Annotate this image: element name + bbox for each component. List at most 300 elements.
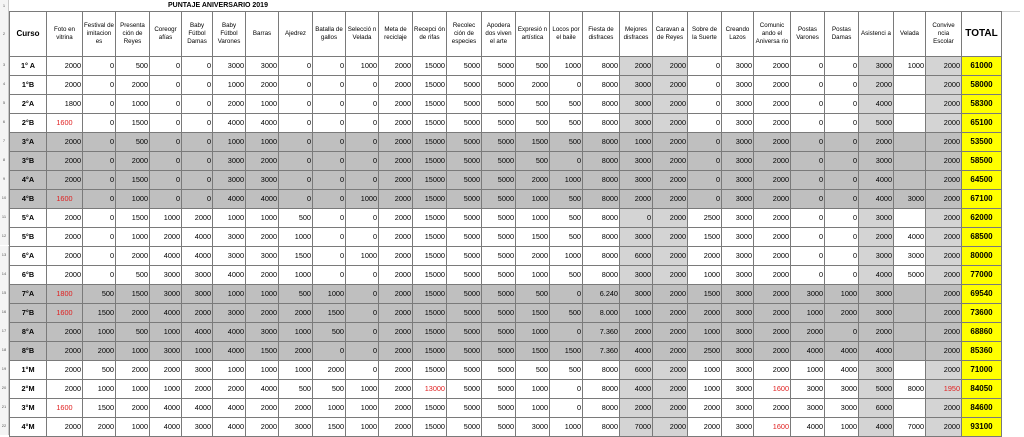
score-cell[interactable]: 8000 bbox=[583, 380, 620, 399]
score-cell[interactable]: 1000 bbox=[213, 133, 246, 152]
score-cell[interactable]: 2000 bbox=[379, 171, 413, 190]
score-cell[interactable]: 2000 bbox=[379, 247, 413, 266]
score-cell[interactable]: 2000 bbox=[516, 76, 550, 95]
score-cell[interactable]: 2000 bbox=[754, 190, 791, 209]
score-cell[interactable]: 0 bbox=[346, 209, 379, 228]
score-cell[interactable]: 3000 bbox=[791, 380, 825, 399]
row-number[interactable]: 14 bbox=[0, 264, 9, 283]
score-cell[interactable]: 0 bbox=[688, 133, 722, 152]
score-cell[interactable]: 0 bbox=[791, 209, 825, 228]
score-cell[interactable]: 3000 bbox=[825, 380, 859, 399]
score-cell[interactable]: 1000 bbox=[688, 361, 722, 380]
score-cell[interactable]: 3000 bbox=[620, 266, 653, 285]
score-cell[interactable]: 4000 bbox=[859, 95, 894, 114]
column-header[interactable]: Baby Fútbol Varones bbox=[213, 12, 246, 57]
score-cell[interactable]: 3000 bbox=[213, 247, 246, 266]
column-header[interactable]: Expresió n artística bbox=[516, 12, 550, 57]
score-cell[interactable]: 3000 bbox=[722, 323, 754, 342]
score-cell[interactable]: 1000 bbox=[116, 380, 150, 399]
row-number[interactable]: 22 bbox=[0, 416, 9, 435]
score-cell[interactable]: 2000 bbox=[620, 399, 653, 418]
score-cell[interactable]: 5000 bbox=[447, 266, 482, 285]
score-cell[interactable]: 3000 bbox=[722, 114, 754, 133]
total-cell[interactable]: 80000 bbox=[962, 247, 1002, 266]
score-cell[interactable]: 5000 bbox=[482, 361, 516, 380]
score-cell[interactable]: 4000 bbox=[859, 266, 894, 285]
score-cell[interactable]: 1000 bbox=[279, 323, 313, 342]
score-cell[interactable]: 3000 bbox=[859, 304, 894, 323]
score-cell[interactable]: 2000 bbox=[47, 323, 83, 342]
score-cell[interactable]: 0 bbox=[825, 266, 859, 285]
score-cell[interactable]: 0 bbox=[550, 323, 583, 342]
score-cell[interactable]: 1000 bbox=[116, 342, 150, 361]
score-cell[interactable]: 1000 bbox=[213, 361, 246, 380]
score-cell[interactable]: 1000 bbox=[246, 95, 279, 114]
score-cell[interactable]: 2000 bbox=[182, 380, 213, 399]
score-cell[interactable]: 1000 bbox=[346, 57, 379, 76]
score-cell[interactable]: 0 bbox=[346, 152, 379, 171]
score-cell[interactable]: 4000 bbox=[213, 114, 246, 133]
score-cell[interactable]: 15000 bbox=[413, 152, 447, 171]
score-cell[interactable]: 2000 bbox=[246, 228, 279, 247]
score-cell[interactable]: 15000 bbox=[413, 95, 447, 114]
score-cell[interactable]: 0 bbox=[182, 76, 213, 95]
score-cell[interactable]: 0 bbox=[346, 95, 379, 114]
score-cell[interactable]: 0 bbox=[791, 190, 825, 209]
score-cell[interactable]: 5000 bbox=[482, 152, 516, 171]
score-cell[interactable]: 0 bbox=[791, 266, 825, 285]
score-cell[interactable]: 2000 bbox=[116, 76, 150, 95]
total-cell[interactable]: 77000 bbox=[962, 266, 1002, 285]
score-cell[interactable]: 2000 bbox=[926, 418, 962, 437]
score-cell[interactable]: 0 bbox=[825, 190, 859, 209]
score-cell[interactable]: 1800 bbox=[47, 95, 83, 114]
score-cell[interactable]: 3000 bbox=[722, 418, 754, 437]
score-cell[interactable]: 2000 bbox=[653, 114, 688, 133]
score-cell[interactable]: 3000 bbox=[620, 152, 653, 171]
score-cell[interactable]: 500 bbox=[516, 361, 550, 380]
score-cell[interactable]: 3000 bbox=[722, 285, 754, 304]
course-cell[interactable]: 7°B bbox=[10, 304, 47, 323]
score-cell[interactable]: 500 bbox=[83, 361, 116, 380]
score-cell[interactable]: 5000 bbox=[482, 285, 516, 304]
score-cell[interactable]: 1000 bbox=[550, 418, 583, 437]
score-cell[interactable]: 2000 bbox=[653, 266, 688, 285]
score-cell[interactable]: 3000 bbox=[722, 361, 754, 380]
total-cell[interactable]: 85360 bbox=[962, 342, 1002, 361]
row-number[interactable]: 9 bbox=[0, 170, 9, 189]
score-cell[interactable]: 5000 bbox=[447, 76, 482, 95]
score-cell[interactable]: 2000 bbox=[926, 228, 962, 247]
score-cell[interactable]: 3000 bbox=[182, 285, 213, 304]
score-cell[interactable]: 500 bbox=[550, 209, 583, 228]
score-cell[interactable]: 2000 bbox=[653, 209, 688, 228]
score-cell[interactable]: 0 bbox=[346, 114, 379, 133]
score-cell[interactable]: 5000 bbox=[447, 342, 482, 361]
row-number[interactable]: 12 bbox=[0, 227, 9, 246]
score-cell[interactable] bbox=[894, 399, 926, 418]
score-cell[interactable]: 2000 bbox=[182, 209, 213, 228]
score-cell[interactable]: 1000 bbox=[213, 209, 246, 228]
course-cell[interactable]: 3°B bbox=[10, 152, 47, 171]
score-cell[interactable]: 5000 bbox=[447, 190, 482, 209]
score-cell[interactable]: 0 bbox=[279, 171, 313, 190]
score-cell[interactable]: 5000 bbox=[482, 266, 516, 285]
score-cell[interactable]: 1500 bbox=[116, 171, 150, 190]
score-cell[interactable]: 15000 bbox=[413, 209, 447, 228]
column-header[interactable]: Baby Fútbol Damas bbox=[182, 12, 213, 57]
score-cell[interactable]: 7.360 bbox=[583, 323, 620, 342]
score-cell[interactable]: 0 bbox=[346, 228, 379, 247]
score-cell[interactable]: 5000 bbox=[447, 171, 482, 190]
score-cell[interactable]: 8000 bbox=[583, 266, 620, 285]
score-cell[interactable]: 0 bbox=[313, 133, 346, 152]
score-cell[interactable]: 1000 bbox=[791, 304, 825, 323]
score-cell[interactable]: 8000 bbox=[583, 361, 620, 380]
score-cell[interactable]: 5000 bbox=[447, 361, 482, 380]
score-cell[interactable]: 1000 bbox=[116, 418, 150, 437]
row-number[interactable]: 21 bbox=[0, 397, 9, 416]
score-cell[interactable]: 3000 bbox=[150, 342, 182, 361]
column-header[interactable]: Velada bbox=[894, 12, 926, 57]
score-cell[interactable]: 15000 bbox=[413, 190, 447, 209]
row-number[interactable]: 17 bbox=[0, 321, 9, 340]
score-cell[interactable]: 1000 bbox=[213, 76, 246, 95]
score-cell[interactable]: 1500 bbox=[516, 342, 550, 361]
score-cell[interactable]: 2000 bbox=[182, 304, 213, 323]
score-cell[interactable]: 500 bbox=[279, 285, 313, 304]
score-cell[interactable]: 5000 bbox=[482, 342, 516, 361]
total-cell[interactable]: 64500 bbox=[962, 171, 1002, 190]
score-cell[interactable]: 6.240 bbox=[583, 285, 620, 304]
score-cell[interactable]: 2000 bbox=[47, 57, 83, 76]
score-cell[interactable]: 1000 bbox=[346, 380, 379, 399]
score-cell[interactable]: 3000 bbox=[859, 152, 894, 171]
score-cell[interactable]: 1000 bbox=[313, 399, 346, 418]
score-cell[interactable]: 1500 bbox=[83, 304, 116, 323]
score-cell[interactable]: 15000 bbox=[413, 361, 447, 380]
score-cell[interactable]: 1000 bbox=[791, 361, 825, 380]
score-cell[interactable]: 1500 bbox=[688, 228, 722, 247]
row-number[interactable]: 11 bbox=[0, 208, 9, 227]
score-cell[interactable]: 4000 bbox=[859, 171, 894, 190]
score-cell[interactable]: 2000 bbox=[279, 342, 313, 361]
score-cell[interactable] bbox=[894, 209, 926, 228]
score-cell[interactable]: 0 bbox=[550, 380, 583, 399]
score-cell[interactable]: 2000 bbox=[279, 399, 313, 418]
score-cell[interactable]: 3000 bbox=[213, 152, 246, 171]
score-cell[interactable]: 2000 bbox=[620, 57, 653, 76]
score-cell[interactable]: 0 bbox=[182, 114, 213, 133]
score-cell[interactable]: 0 bbox=[279, 190, 313, 209]
score-cell[interactable]: 1600 bbox=[47, 304, 83, 323]
score-cell[interactable]: 0 bbox=[313, 209, 346, 228]
score-cell[interactable]: 1500 bbox=[116, 114, 150, 133]
score-cell[interactable]: 2000 bbox=[246, 152, 279, 171]
score-cell[interactable]: 2000 bbox=[379, 304, 413, 323]
score-cell[interactable]: 1000 bbox=[116, 95, 150, 114]
score-cell[interactable]: 0 bbox=[688, 57, 722, 76]
score-cell[interactable]: 3000 bbox=[620, 285, 653, 304]
score-cell[interactable]: 5000 bbox=[447, 95, 482, 114]
column-header[interactable]: Sobre de la Suerte bbox=[688, 12, 722, 57]
score-cell[interactable]: 3000 bbox=[894, 190, 926, 209]
score-cell[interactable]: 5000 bbox=[482, 209, 516, 228]
score-cell[interactable]: 5000 bbox=[482, 133, 516, 152]
score-cell[interactable]: 1000 bbox=[83, 323, 116, 342]
score-cell[interactable]: 0 bbox=[150, 171, 182, 190]
score-cell[interactable]: 2000 bbox=[754, 342, 791, 361]
score-cell[interactable]: 3000 bbox=[182, 266, 213, 285]
score-cell[interactable]: 2000 bbox=[379, 76, 413, 95]
score-cell[interactable]: 0 bbox=[83, 171, 116, 190]
score-cell[interactable]: 0 bbox=[313, 342, 346, 361]
score-cell[interactable]: 8000 bbox=[583, 95, 620, 114]
row-number[interactable]: 1 bbox=[0, 0, 9, 11]
score-cell[interactable]: 1000 bbox=[246, 361, 279, 380]
score-cell[interactable]: 2000 bbox=[754, 323, 791, 342]
score-cell[interactable]: 5000 bbox=[482, 323, 516, 342]
score-cell[interactable]: 1000 bbox=[688, 266, 722, 285]
score-cell[interactable]: 500 bbox=[313, 323, 346, 342]
row-number[interactable]: 6 bbox=[0, 113, 9, 132]
score-cell[interactable]: 0 bbox=[825, 228, 859, 247]
score-cell[interactable]: 4000 bbox=[791, 418, 825, 437]
score-cell[interactable]: 2000 bbox=[754, 95, 791, 114]
score-cell[interactable]: 3000 bbox=[859, 209, 894, 228]
score-cell[interactable]: 2000 bbox=[653, 76, 688, 95]
score-cell[interactable]: 0 bbox=[313, 76, 346, 95]
score-cell[interactable]: 1000 bbox=[246, 285, 279, 304]
score-cell[interactable]: 2500 bbox=[688, 342, 722, 361]
score-cell[interactable]: 2000 bbox=[47, 228, 83, 247]
score-cell[interactable]: 1500 bbox=[516, 133, 550, 152]
score-cell[interactable]: 1000 bbox=[620, 304, 653, 323]
column-header[interactable]: Postas Varones bbox=[791, 12, 825, 57]
score-cell[interactable]: 13000 bbox=[413, 380, 447, 399]
score-cell[interactable]: 2000 bbox=[246, 304, 279, 323]
score-cell[interactable]: 15000 bbox=[413, 285, 447, 304]
score-cell[interactable]: 4000 bbox=[246, 114, 279, 133]
score-cell[interactable]: 15000 bbox=[413, 133, 447, 152]
score-cell[interactable]: 2000 bbox=[620, 323, 653, 342]
score-cell[interactable]: 8000 bbox=[583, 418, 620, 437]
score-cell[interactable]: 2000 bbox=[116, 361, 150, 380]
score-cell[interactable]: 5000 bbox=[447, 228, 482, 247]
score-cell[interactable] bbox=[894, 76, 926, 95]
score-cell[interactable]: 3000 bbox=[722, 399, 754, 418]
score-cell[interactable]: 0 bbox=[83, 190, 116, 209]
score-cell[interactable]: 5000 bbox=[447, 247, 482, 266]
score-cell[interactable]: 500 bbox=[550, 190, 583, 209]
score-cell[interactable]: 4000 bbox=[182, 228, 213, 247]
score-cell[interactable]: 1600 bbox=[754, 380, 791, 399]
score-cell[interactable]: 3000 bbox=[213, 228, 246, 247]
column-header[interactable]: Coreogr afías bbox=[150, 12, 182, 57]
score-cell[interactable]: 2000 bbox=[47, 266, 83, 285]
score-cell[interactable]: 0 bbox=[83, 95, 116, 114]
score-cell[interactable]: 3000 bbox=[213, 171, 246, 190]
score-cell[interactable]: 5000 bbox=[859, 114, 894, 133]
score-cell[interactable]: 2000 bbox=[926, 361, 962, 380]
score-cell[interactable]: 15000 bbox=[413, 57, 447, 76]
row-number[interactable]: 7 bbox=[0, 132, 9, 151]
score-cell[interactable]: 2000 bbox=[926, 342, 962, 361]
score-cell[interactable]: 4000 bbox=[213, 342, 246, 361]
score-cell[interactable]: 2000 bbox=[653, 152, 688, 171]
score-cell[interactable]: 500 bbox=[116, 266, 150, 285]
course-cell[interactable]: 2°B bbox=[10, 114, 47, 133]
score-cell[interactable]: 2000 bbox=[379, 114, 413, 133]
score-cell[interactable]: 1000 bbox=[516, 190, 550, 209]
score-cell[interactable]: 0 bbox=[346, 285, 379, 304]
score-cell[interactable]: 2000 bbox=[379, 418, 413, 437]
total-cell[interactable]: 62000 bbox=[962, 209, 1002, 228]
score-cell[interactable]: 2000 bbox=[653, 399, 688, 418]
score-cell[interactable]: 15000 bbox=[413, 266, 447, 285]
score-cell[interactable]: 2000 bbox=[653, 247, 688, 266]
score-cell[interactable]: 4000 bbox=[825, 361, 859, 380]
score-cell[interactable]: 4000 bbox=[182, 399, 213, 418]
score-cell[interactable]: 1500 bbox=[313, 304, 346, 323]
score-cell[interactable]: 0 bbox=[791, 76, 825, 95]
column-header[interactable]: Caravan a de Reyes bbox=[653, 12, 688, 57]
row-number[interactable]: 19 bbox=[0, 359, 9, 378]
score-cell[interactable]: 3000 bbox=[859, 57, 894, 76]
score-cell[interactable]: 2000 bbox=[116, 247, 150, 266]
course-cell[interactable]: 5°A bbox=[10, 209, 47, 228]
score-cell[interactable]: 2000 bbox=[516, 171, 550, 190]
score-cell[interactable]: 6000 bbox=[620, 361, 653, 380]
score-cell[interactable]: 3000 bbox=[620, 228, 653, 247]
column-header[interactable]: TOTAL bbox=[962, 12, 1002, 57]
score-cell[interactable]: 0 bbox=[279, 152, 313, 171]
score-cell[interactable]: 2000 bbox=[47, 380, 83, 399]
course-cell[interactable]: 4°M bbox=[10, 418, 47, 437]
score-cell[interactable]: 0 bbox=[150, 76, 182, 95]
course-cell[interactable]: 1°B bbox=[10, 76, 47, 95]
score-cell[interactable]: 1000 bbox=[279, 266, 313, 285]
score-cell[interactable]: 500 bbox=[550, 228, 583, 247]
score-cell[interactable]: 3000 bbox=[246, 247, 279, 266]
row-number[interactable]: 16 bbox=[0, 302, 9, 321]
score-cell[interactable]: 0 bbox=[346, 133, 379, 152]
score-cell[interactable]: 1500 bbox=[279, 247, 313, 266]
score-cell[interactable]: 2000 bbox=[926, 399, 962, 418]
score-cell[interactable]: 4000 bbox=[246, 380, 279, 399]
score-cell[interactable]: 0 bbox=[83, 247, 116, 266]
score-cell[interactable] bbox=[894, 361, 926, 380]
score-cell[interactable]: 0 bbox=[346, 304, 379, 323]
score-cell[interactable]: 2000 bbox=[150, 228, 182, 247]
row-number[interactable]: 18 bbox=[0, 340, 9, 359]
total-cell[interactable]: 71000 bbox=[962, 361, 1002, 380]
score-cell[interactable]: 1000 bbox=[550, 247, 583, 266]
score-cell[interactable]: 15000 bbox=[413, 323, 447, 342]
score-cell[interactable]: 2000 bbox=[754, 152, 791, 171]
score-cell[interactable]: 500 bbox=[279, 209, 313, 228]
score-cell[interactable]: 2000 bbox=[688, 304, 722, 323]
score-cell[interactable]: 1000 bbox=[346, 399, 379, 418]
score-cell[interactable]: 15000 bbox=[413, 114, 447, 133]
score-cell[interactable]: 3000 bbox=[620, 76, 653, 95]
score-cell[interactable]: 0 bbox=[825, 76, 859, 95]
score-cell[interactable]: 2000 bbox=[379, 228, 413, 247]
score-cell[interactable]: 3000 bbox=[246, 57, 279, 76]
score-cell[interactable]: 15000 bbox=[413, 247, 447, 266]
score-cell[interactable] bbox=[894, 114, 926, 133]
score-cell[interactable]: 0 bbox=[346, 361, 379, 380]
score-cell[interactable]: 8000 bbox=[583, 171, 620, 190]
score-cell[interactable]: 0 bbox=[346, 76, 379, 95]
score-cell[interactable]: 2000 bbox=[379, 209, 413, 228]
score-cell[interactable]: 8000 bbox=[583, 190, 620, 209]
score-cell[interactable]: 2000 bbox=[653, 342, 688, 361]
total-cell[interactable]: 61000 bbox=[962, 57, 1002, 76]
score-cell[interactable]: 500 bbox=[116, 133, 150, 152]
score-cell[interactable]: 1950 bbox=[926, 380, 962, 399]
score-cell[interactable]: 6000 bbox=[620, 247, 653, 266]
course-cell[interactable]: 8°B bbox=[10, 342, 47, 361]
score-cell[interactable]: 4000 bbox=[791, 342, 825, 361]
score-cell[interactable]: 5000 bbox=[894, 266, 926, 285]
score-cell[interactable]: 2000 bbox=[47, 76, 83, 95]
score-cell[interactable]: 0 bbox=[313, 247, 346, 266]
score-cell[interactable]: 0 bbox=[825, 133, 859, 152]
score-cell[interactable]: 2000 bbox=[926, 323, 962, 342]
score-cell[interactable]: 0 bbox=[182, 133, 213, 152]
score-cell[interactable]: 1000 bbox=[279, 228, 313, 247]
score-cell[interactable]: 2500 bbox=[688, 209, 722, 228]
score-cell[interactable]: 8000 bbox=[583, 152, 620, 171]
score-cell[interactable]: 2000 bbox=[926, 95, 962, 114]
course-cell[interactable]: 8°A bbox=[10, 323, 47, 342]
score-cell[interactable]: 2000 bbox=[754, 228, 791, 247]
score-cell[interactable]: 5000 bbox=[482, 171, 516, 190]
total-cell[interactable]: 84050 bbox=[962, 380, 1002, 399]
score-cell[interactable]: 4000 bbox=[213, 266, 246, 285]
score-cell[interactable]: 1500 bbox=[246, 342, 279, 361]
score-cell[interactable]: 0 bbox=[825, 152, 859, 171]
score-cell[interactable]: 2000 bbox=[754, 114, 791, 133]
score-cell[interactable]: 500 bbox=[550, 361, 583, 380]
total-cell[interactable]: 73600 bbox=[962, 304, 1002, 323]
column-header[interactable]: Apodera dos viven el arte bbox=[482, 12, 516, 57]
row-number[interactable]: 3 bbox=[0, 56, 9, 75]
score-cell[interactable]: 2000 bbox=[926, 152, 962, 171]
score-cell[interactable] bbox=[894, 285, 926, 304]
score-cell[interactable]: 1000 bbox=[150, 323, 182, 342]
score-cell[interactable]: 0 bbox=[620, 209, 653, 228]
score-cell[interactable]: 0 bbox=[182, 171, 213, 190]
score-cell[interactable]: 500 bbox=[516, 152, 550, 171]
score-cell[interactable]: 0 bbox=[791, 228, 825, 247]
score-cell[interactable]: 2000 bbox=[47, 171, 83, 190]
score-cell[interactable]: 8000 bbox=[583, 209, 620, 228]
score-cell[interactable]: 15000 bbox=[413, 76, 447, 95]
score-cell[interactable]: 1000 bbox=[688, 323, 722, 342]
course-cell[interactable]: 3°M bbox=[10, 399, 47, 418]
score-cell[interactable]: 1000 bbox=[516, 266, 550, 285]
score-cell[interactable]: 7000 bbox=[620, 418, 653, 437]
score-cell[interactable] bbox=[894, 342, 926, 361]
score-cell[interactable]: 5000 bbox=[482, 95, 516, 114]
score-cell[interactable] bbox=[894, 323, 926, 342]
score-cell[interactable]: 2000 bbox=[859, 76, 894, 95]
total-cell[interactable]: 68500 bbox=[962, 228, 1002, 247]
score-cell[interactable]: 2000 bbox=[926, 190, 962, 209]
score-cell[interactable]: 2000 bbox=[620, 190, 653, 209]
